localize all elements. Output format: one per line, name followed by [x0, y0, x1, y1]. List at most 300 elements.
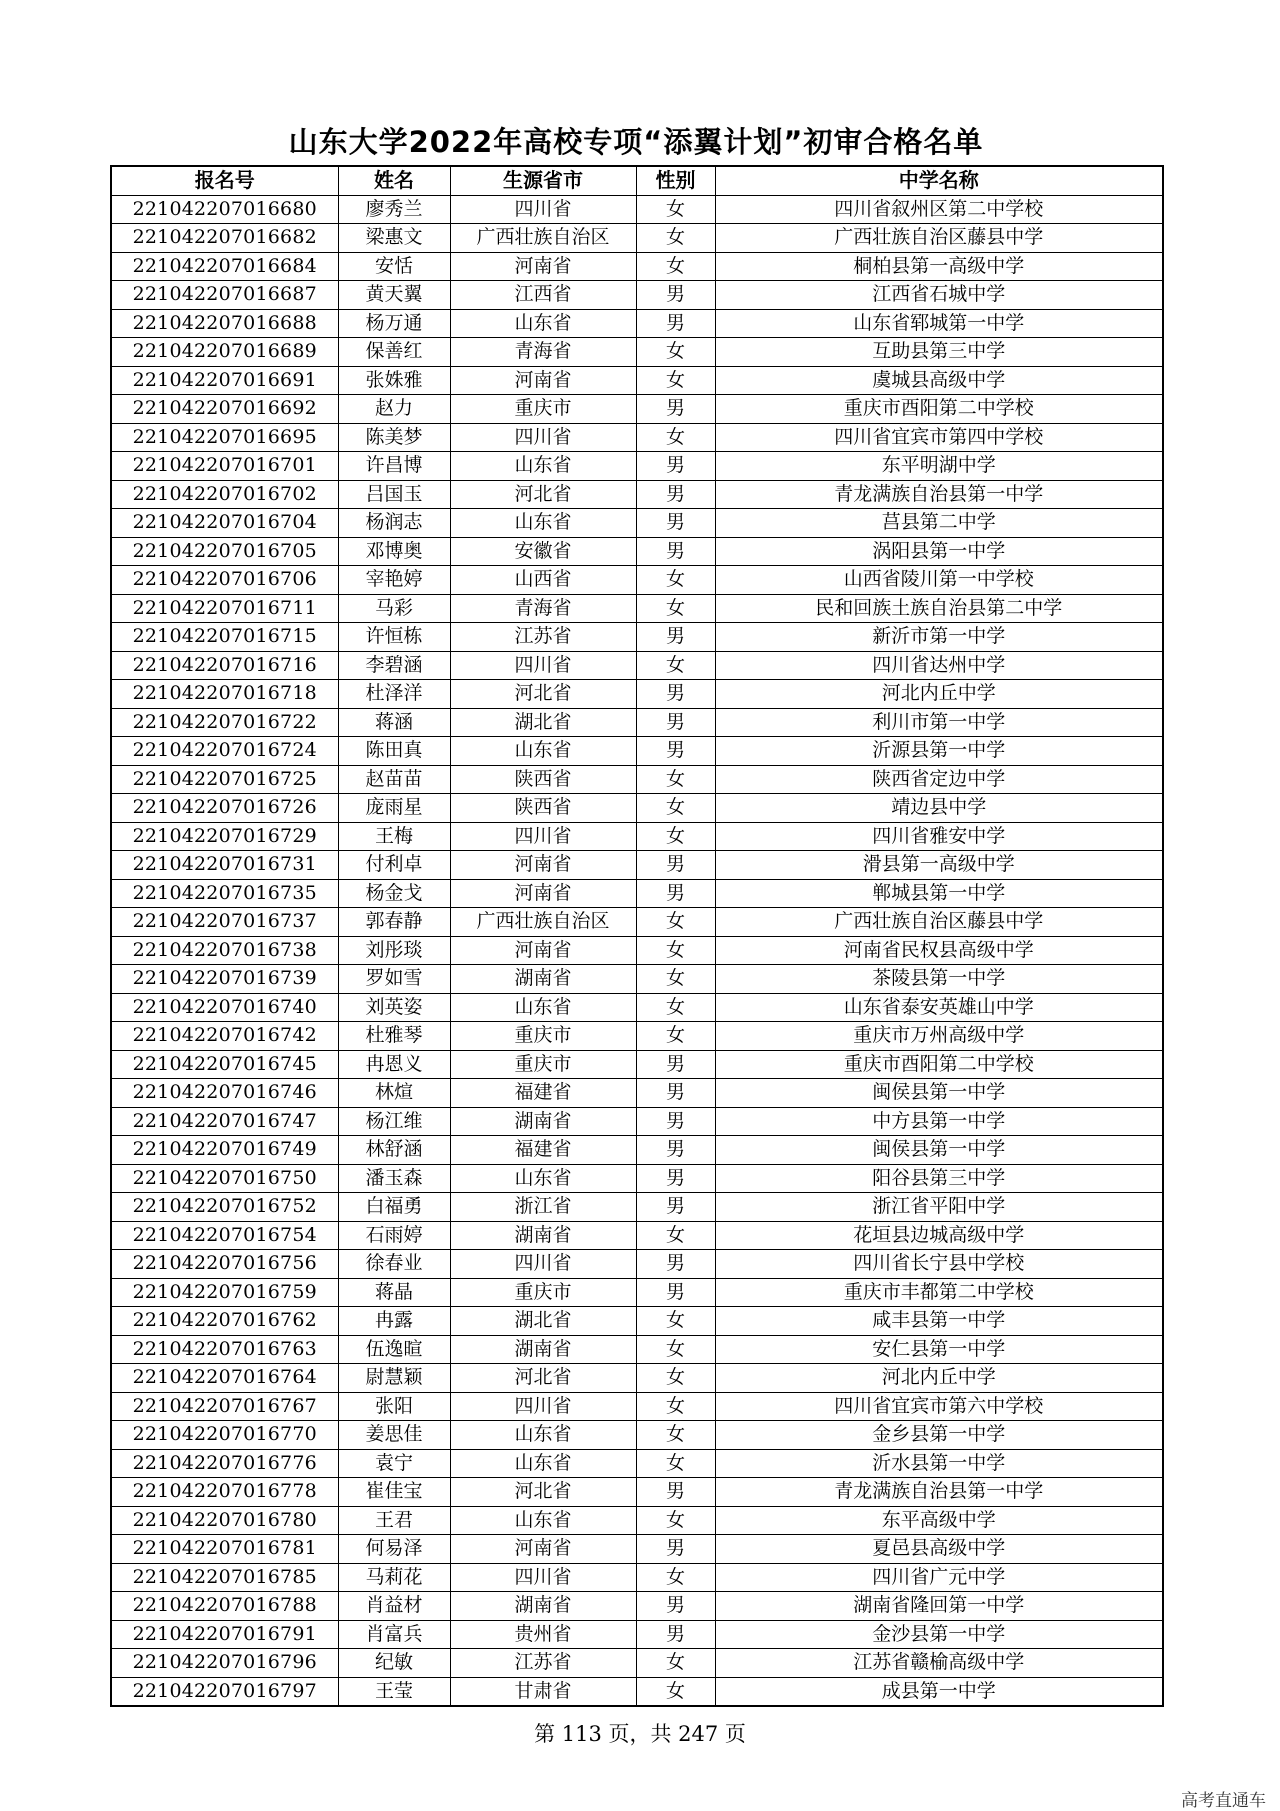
cell-gender: 女	[636, 1649, 715, 1678]
header-school: 中学名称	[715, 166, 1163, 195]
cell-school: 互助县第三中学	[715, 338, 1163, 367]
cell-name: 白福勇	[338, 1193, 450, 1222]
cell-province: 四川省	[450, 822, 636, 851]
cell-school: 桐柏县第一高级中学	[715, 252, 1163, 281]
cell-registration-number: 221042207016797	[111, 1677, 338, 1706]
cell-gender: 男	[636, 509, 715, 538]
table-row	[111, 224, 1163, 253]
cell-gender: 女	[636, 1449, 715, 1478]
cell-registration-number: 221042207016691	[111, 366, 338, 395]
cell-name: 罗如雪	[338, 965, 450, 994]
cell-school: 沂源县第一中学	[715, 737, 1163, 766]
cell-province: 陕西省	[450, 794, 636, 823]
cell-school: 靖边县中学	[715, 794, 1163, 823]
cell-name: 赵力	[338, 395, 450, 424]
table-row	[111, 822, 1163, 851]
table-row	[111, 566, 1163, 595]
cell-school: 闽侯县第一中学	[715, 1079, 1163, 1108]
cell-registration-number: 221042207016762	[111, 1307, 338, 1336]
cell-school: 东平高级中学	[715, 1506, 1163, 1535]
table-row	[111, 1278, 1163, 1307]
cell-name: 林煊	[338, 1079, 450, 1108]
cell-name: 姜思佳	[338, 1421, 450, 1450]
table-row	[111, 423, 1163, 452]
cell-registration-number: 221042207016738	[111, 936, 338, 965]
cell-name: 张阳	[338, 1392, 450, 1421]
header-name: 姓名	[338, 166, 450, 195]
cell-school: 金沙县第一中学	[715, 1620, 1163, 1649]
table-row	[111, 623, 1163, 652]
header-gender: 性别	[636, 166, 715, 195]
cell-registration-number: 221042207016706	[111, 566, 338, 595]
cell-registration-number: 221042207016702	[111, 480, 338, 509]
table-row	[111, 908, 1163, 937]
cell-province: 重庆市	[450, 1050, 636, 1079]
cell-province: 青海省	[450, 338, 636, 367]
cell-province: 重庆市	[450, 1022, 636, 1051]
table-body	[111, 195, 1163, 1706]
table-row	[111, 1592, 1163, 1621]
cell-name: 杜泽洋	[338, 680, 450, 709]
cell-name: 吕国玉	[338, 480, 450, 509]
cell-school: 滑县第一高级中学	[715, 851, 1163, 880]
cell-province: 河南省	[450, 879, 636, 908]
cell-school: 虞城县高级中学	[715, 366, 1163, 395]
cell-gender: 女	[636, 1022, 715, 1051]
cell-school: 重庆市万州高级中学	[715, 1022, 1163, 1051]
table-row	[111, 1136, 1163, 1165]
cell-gender: 女	[636, 822, 715, 851]
table-row	[111, 281, 1163, 310]
cell-province: 河北省	[450, 680, 636, 709]
cell-registration-number: 221042207016716	[111, 651, 338, 680]
cell-name: 陈田真	[338, 737, 450, 766]
cell-gender: 男	[636, 879, 715, 908]
cell-province: 江苏省	[450, 623, 636, 652]
cell-gender: 男	[636, 1050, 715, 1079]
cell-registration-number: 221042207016687	[111, 281, 338, 310]
cell-school: 闽侯县第一中学	[715, 1136, 1163, 1165]
cell-province: 山东省	[450, 1164, 636, 1193]
cell-gender: 女	[636, 965, 715, 994]
cell-school: 东平明湖中学	[715, 452, 1163, 481]
table-row	[111, 1022, 1163, 1051]
cell-school: 沂水县第一中学	[715, 1449, 1163, 1478]
cell-registration-number: 221042207016742	[111, 1022, 338, 1051]
cell-registration-number: 221042207016715	[111, 623, 338, 652]
cell-registration-number: 221042207016684	[111, 252, 338, 281]
cell-province: 安徽省	[450, 537, 636, 566]
cell-registration-number: 221042207016778	[111, 1478, 338, 1507]
cell-province: 湖南省	[450, 1592, 636, 1621]
cell-registration-number: 221042207016749	[111, 1136, 338, 1165]
cell-name: 肖富兵	[338, 1620, 450, 1649]
cell-registration-number: 221042207016756	[111, 1250, 338, 1279]
table-row	[111, 708, 1163, 737]
cell-school: 广西壮族自治区藤县中学	[715, 908, 1163, 937]
cell-name: 冉恩义	[338, 1050, 450, 1079]
cell-gender: 女	[636, 1364, 715, 1393]
cell-school: 四川省广元中学	[715, 1563, 1163, 1592]
cell-gender: 男	[636, 1164, 715, 1193]
cell-registration-number: 221042207016788	[111, 1592, 338, 1621]
cell-school: 安仁县第一中学	[715, 1335, 1163, 1364]
cell-school: 湖南省隆回第一中学	[715, 1592, 1163, 1621]
cell-name: 张姝雅	[338, 366, 450, 395]
cell-school: 四川省雅安中学	[715, 822, 1163, 851]
cell-province: 山东省	[450, 452, 636, 481]
cell-name: 宰艳婷	[338, 566, 450, 595]
cell-province: 湖南省	[450, 965, 636, 994]
cell-name: 石雨婷	[338, 1221, 450, 1250]
cell-registration-number: 221042207016770	[111, 1421, 338, 1450]
table-row	[111, 851, 1163, 880]
table-row	[111, 1050, 1163, 1079]
cell-province: 江西省	[450, 281, 636, 310]
cell-school: 莒县第二中学	[715, 509, 1163, 538]
cell-registration-number: 221042207016740	[111, 993, 338, 1022]
cell-school: 新沂市第一中学	[715, 623, 1163, 652]
cell-province: 福建省	[450, 1136, 636, 1165]
cell-gender: 女	[636, 224, 715, 253]
cell-name: 王梅	[338, 822, 450, 851]
cell-registration-number: 221042207016704	[111, 509, 338, 538]
cell-registration-number: 221042207016746	[111, 1079, 338, 1108]
cell-registration-number: 221042207016688	[111, 309, 338, 338]
cell-name: 杜雅琴	[338, 1022, 450, 1051]
table-row	[111, 395, 1163, 424]
cell-registration-number: 221042207016711	[111, 594, 338, 623]
table-row	[111, 1478, 1163, 1507]
cell-province: 河北省	[450, 1364, 636, 1393]
table-header-row	[111, 166, 1163, 195]
cell-school: 重庆市丰都第二中学校	[715, 1278, 1163, 1307]
cell-school: 夏邑县高级中学	[715, 1535, 1163, 1564]
table-row	[111, 1649, 1163, 1678]
table-row	[111, 1079, 1163, 1108]
cell-registration-number: 221042207016796	[111, 1649, 338, 1678]
cell-name: 廖秀兰	[338, 195, 450, 224]
cell-name: 李碧涵	[338, 651, 450, 680]
table-row	[111, 1221, 1163, 1250]
page-number: 第 113 页，共 247 页	[534, 1722, 746, 1746]
cell-province: 浙江省	[450, 1193, 636, 1222]
cell-gender: 女	[636, 908, 715, 937]
header-province: 生源省市	[450, 166, 636, 195]
table-row	[111, 338, 1163, 367]
cell-registration-number: 221042207016705	[111, 537, 338, 566]
table-row	[111, 879, 1163, 908]
cell-school: 四川省叙州区第二中学校	[715, 195, 1163, 224]
table-row	[111, 366, 1163, 395]
cell-name: 付利卓	[338, 851, 450, 880]
cell-school: 河北内丘中学	[715, 1364, 1163, 1393]
cell-registration-number: 221042207016725	[111, 765, 338, 794]
cell-gender: 男	[636, 1278, 715, 1307]
table-row	[111, 537, 1163, 566]
cell-province: 青海省	[450, 594, 636, 623]
cell-gender: 男	[636, 851, 715, 880]
cell-province: 湖北省	[450, 1307, 636, 1336]
cell-gender: 男	[636, 1620, 715, 1649]
cell-registration-number: 221042207016785	[111, 1563, 338, 1592]
table-row	[111, 965, 1163, 994]
cell-school: 郸城县第一中学	[715, 879, 1163, 908]
cell-registration-number: 221042207016750	[111, 1164, 338, 1193]
cell-gender: 男	[636, 309, 715, 338]
cell-registration-number: 221042207016701	[111, 452, 338, 481]
cell-gender: 女	[636, 1421, 715, 1450]
cell-registration-number: 221042207016791	[111, 1620, 338, 1649]
cell-school: 民和回族土族自治县第二中学	[715, 594, 1163, 623]
cell-name: 潘玉森	[338, 1164, 450, 1193]
cell-gender: 男	[636, 1136, 715, 1165]
cell-registration-number: 221042207016731	[111, 851, 338, 880]
cell-name: 林舒涵	[338, 1136, 450, 1165]
cell-province: 山西省	[450, 566, 636, 595]
cell-school: 花垣县边城高级中学	[715, 1221, 1163, 1250]
cell-gender: 女	[636, 794, 715, 823]
cell-school: 广西壮族自治区藤县中学	[715, 224, 1163, 253]
cell-province: 河北省	[450, 480, 636, 509]
cell-registration-number: 221042207016747	[111, 1107, 338, 1136]
cell-name: 陈美梦	[338, 423, 450, 452]
table-row	[111, 309, 1163, 338]
cell-province: 湖南省	[450, 1107, 636, 1136]
cell-province: 四川省	[450, 423, 636, 452]
cell-name: 马莉花	[338, 1563, 450, 1592]
cell-gender: 男	[636, 395, 715, 424]
cell-school: 咸丰县第一中学	[715, 1307, 1163, 1336]
table-row	[111, 1107, 1163, 1136]
cell-province: 河北省	[450, 1478, 636, 1507]
cell-school: 山西省陵川第一中学校	[715, 566, 1163, 595]
cell-school: 茶陵县第一中学	[715, 965, 1163, 994]
table-row	[111, 1335, 1163, 1364]
table-row	[111, 1449, 1163, 1478]
cell-registration-number: 221042207016729	[111, 822, 338, 851]
cell-name: 刘英姿	[338, 993, 450, 1022]
table-row	[111, 1506, 1163, 1535]
cell-province: 广西壮族自治区	[450, 224, 636, 253]
table-row	[111, 1563, 1163, 1592]
cell-province: 四川省	[450, 1250, 636, 1279]
cell-school: 阳谷县第三中学	[715, 1164, 1163, 1193]
cell-province: 山东省	[450, 1421, 636, 1450]
cell-gender: 男	[636, 480, 715, 509]
cell-registration-number: 221042207016724	[111, 737, 338, 766]
cell-school: 浙江省平阳中学	[715, 1193, 1163, 1222]
cell-school: 江苏省赣榆高级中学	[715, 1649, 1163, 1678]
cell-name: 纪敏	[338, 1649, 450, 1678]
cell-gender: 男	[636, 1478, 715, 1507]
cell-name: 梁惠文	[338, 224, 450, 253]
table-row	[111, 1535, 1163, 1564]
cell-name: 杨江维	[338, 1107, 450, 1136]
page-title: 山东大学2022年高校专项“添翼计划”初审合格名单	[288, 125, 984, 159]
cell-gender: 女	[636, 651, 715, 680]
cell-name: 肖益材	[338, 1592, 450, 1621]
cell-registration-number: 221042207016780	[111, 1506, 338, 1535]
cell-gender: 男	[636, 1079, 715, 1108]
cell-school: 四川省达州中学	[715, 651, 1163, 680]
cell-registration-number: 221042207016689	[111, 338, 338, 367]
cell-name: 许恒栋	[338, 623, 450, 652]
cell-school: 重庆市酉阳第二中学校	[715, 1050, 1163, 1079]
cell-registration-number: 221042207016726	[111, 794, 338, 823]
cell-province: 重庆市	[450, 395, 636, 424]
cell-registration-number: 221042207016752	[111, 1193, 338, 1222]
cell-school: 河北内丘中学	[715, 680, 1163, 709]
cell-school: 利川市第一中学	[715, 708, 1163, 737]
cell-name: 杨金戈	[338, 879, 450, 908]
cell-province: 甘肃省	[450, 1677, 636, 1706]
cell-gender: 女	[636, 195, 715, 224]
table-row	[111, 737, 1163, 766]
cell-name: 袁宁	[338, 1449, 450, 1478]
cell-province: 陕西省	[450, 765, 636, 794]
cell-province: 四川省	[450, 651, 636, 680]
cell-registration-number: 221042207016692	[111, 395, 338, 424]
cell-name: 安恬	[338, 252, 450, 281]
cell-registration-number: 221042207016695	[111, 423, 338, 452]
cell-registration-number: 221042207016763	[111, 1335, 338, 1364]
cell-province: 河南省	[450, 366, 636, 395]
cell-gender: 女	[636, 1563, 715, 1592]
cell-registration-number: 221042207016781	[111, 1535, 338, 1564]
cell-registration-number: 221042207016745	[111, 1050, 338, 1079]
cell-school: 江西省石城中学	[715, 281, 1163, 310]
cell-name: 马彩	[338, 594, 450, 623]
cell-registration-number: 221042207016680	[111, 195, 338, 224]
cell-school: 四川省宜宾市第四中学校	[715, 423, 1163, 452]
table-row	[111, 1620, 1163, 1649]
cell-registration-number: 221042207016722	[111, 708, 338, 737]
table-row	[111, 993, 1163, 1022]
table-row	[111, 1364, 1163, 1393]
cell-gender: 女	[636, 993, 715, 1022]
table-row	[111, 1421, 1163, 1450]
cell-province: 河南省	[450, 1535, 636, 1564]
cell-registration-number: 221042207016739	[111, 965, 338, 994]
cell-name: 冉露	[338, 1307, 450, 1336]
cell-school: 青龙满族自治县第一中学	[715, 480, 1163, 509]
cell-province: 山东省	[450, 737, 636, 766]
cell-gender: 女	[636, 1335, 715, 1364]
candidate-table	[110, 165, 1164, 1707]
table-row	[111, 480, 1163, 509]
cell-school: 青龙满族自治县第一中学	[715, 1478, 1163, 1507]
cell-school: 山东省泰安英雄山中学	[715, 993, 1163, 1022]
cell-name: 保善红	[338, 338, 450, 367]
table-row	[111, 509, 1163, 538]
cell-school: 山东省郓城第一中学	[715, 309, 1163, 338]
cell-province: 广西壮族自治区	[450, 908, 636, 937]
cell-name: 刘彤琰	[338, 936, 450, 965]
cell-province: 山东省	[450, 309, 636, 338]
cell-name: 赵苗苗	[338, 765, 450, 794]
cell-name: 蒋涵	[338, 708, 450, 737]
cell-gender: 男	[636, 680, 715, 709]
cell-gender: 女	[636, 1221, 715, 1250]
table-row	[111, 252, 1163, 281]
watermark: 高考直通车	[1181, 1791, 1266, 1811]
cell-gender: 男	[636, 623, 715, 652]
cell-school: 河南省民权县高级中学	[715, 936, 1163, 965]
table-row	[111, 1392, 1163, 1421]
cell-gender: 男	[636, 1193, 715, 1222]
cell-school: 四川省宜宾市第六中学校	[715, 1392, 1163, 1421]
cell-gender: 男	[636, 1107, 715, 1136]
cell-gender: 女	[636, 936, 715, 965]
table-row	[111, 651, 1163, 680]
cell-province: 贵州省	[450, 1620, 636, 1649]
table-row	[111, 594, 1163, 623]
cell-gender: 女	[636, 1307, 715, 1336]
table-row	[111, 765, 1163, 794]
cell-registration-number: 221042207016737	[111, 908, 338, 937]
cell-gender: 女	[636, 594, 715, 623]
cell-school: 陕西省定边中学	[715, 765, 1163, 794]
cell-gender: 男	[636, 452, 715, 481]
table-row	[111, 195, 1163, 224]
cell-gender: 女	[636, 1506, 715, 1535]
cell-school: 中方县第一中学	[715, 1107, 1163, 1136]
cell-province: 河南省	[450, 851, 636, 880]
cell-name: 邓博奥	[338, 537, 450, 566]
cell-school: 涡阳县第一中学	[715, 537, 1163, 566]
cell-name: 黄天翼	[338, 281, 450, 310]
cell-name: 伍逸暄	[338, 1335, 450, 1364]
table-row	[111, 1677, 1163, 1706]
cell-province: 福建省	[450, 1079, 636, 1108]
cell-name: 崔佳宝	[338, 1478, 450, 1507]
cell-gender: 男	[636, 281, 715, 310]
cell-name: 王莹	[338, 1677, 450, 1706]
cell-name: 徐春业	[338, 1250, 450, 1279]
cell-province: 山东省	[450, 1506, 636, 1535]
cell-gender: 男	[636, 537, 715, 566]
cell-name: 蒋晶	[338, 1278, 450, 1307]
cell-registration-number: 221042207016735	[111, 879, 338, 908]
table-row	[111, 1307, 1163, 1336]
cell-registration-number: 221042207016759	[111, 1278, 338, 1307]
cell-province: 江苏省	[450, 1649, 636, 1678]
cell-registration-number: 221042207016718	[111, 680, 338, 709]
cell-province: 湖南省	[450, 1221, 636, 1250]
cell-province: 山东省	[450, 509, 636, 538]
cell-name: 庞雨星	[338, 794, 450, 823]
cell-province: 湖北省	[450, 708, 636, 737]
table-row	[111, 452, 1163, 481]
table-row	[111, 936, 1163, 965]
table-row	[111, 1250, 1163, 1279]
cell-gender: 女	[636, 566, 715, 595]
cell-registration-number: 221042207016767	[111, 1392, 338, 1421]
cell-province: 山东省	[450, 993, 636, 1022]
cell-school: 金乡县第一中学	[715, 1421, 1163, 1450]
cell-registration-number: 221042207016764	[111, 1364, 338, 1393]
cell-name: 郭春静	[338, 908, 450, 937]
cell-name: 许昌博	[338, 452, 450, 481]
header-registration-number: 报名号	[111, 166, 338, 195]
cell-gender: 男	[636, 737, 715, 766]
table-row	[111, 1193, 1163, 1222]
cell-province: 湖南省	[450, 1335, 636, 1364]
cell-gender: 女	[636, 338, 715, 367]
cell-province: 山东省	[450, 1449, 636, 1478]
cell-gender: 男	[636, 708, 715, 737]
